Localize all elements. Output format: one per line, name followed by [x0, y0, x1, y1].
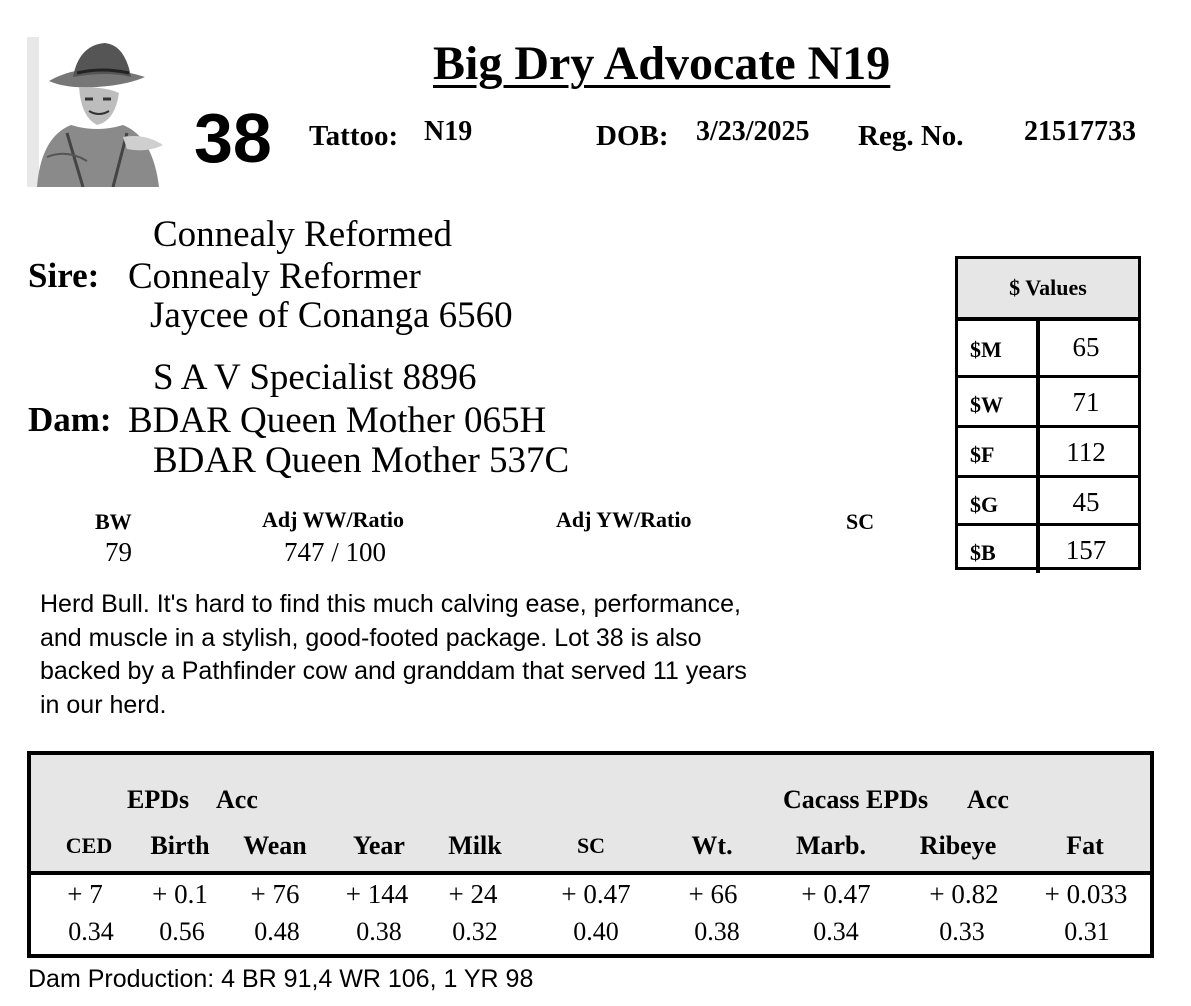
epd-col-header: Wt.	[691, 831, 733, 860]
epd-value: + 0.47	[561, 879, 631, 909]
dollar-value-label: $B	[970, 540, 996, 565]
dam-production: Dam Production: 4 BR 91,4 WR 106, 1 YR 98	[28, 965, 534, 993]
sire-label: Sire:	[28, 256, 100, 295]
epd-value: + 0.82	[929, 879, 999, 909]
sc-label: SC	[846, 509, 875, 534]
epd-accuracy: 0.33	[939, 917, 985, 946]
epd-accuracy: 0.38	[694, 917, 740, 946]
dollar-value-number: 157	[1065, 535, 1107, 565]
dollar-value-label: $G	[970, 492, 999, 517]
reg-no-value: 21517733	[1024, 116, 1136, 147]
epd-table	[27, 751, 1154, 958]
epd-col-header: Ribeye	[919, 831, 997, 860]
epd-col-header: Fat	[1066, 831, 1104, 860]
ww-label: Adj WW/Ratio	[262, 507, 404, 532]
epd-value: + 76	[250, 879, 300, 909]
tattoo-value: N19	[424, 116, 473, 147]
dam-label: Dam:	[28, 400, 112, 439]
epd-accuracy: 0.38	[356, 917, 402, 946]
dam-dam: BDAR Queen Mother 537C	[153, 440, 570, 481]
epd-accuracy: 0.40	[573, 917, 619, 946]
epd-col-header: Birth	[150, 831, 210, 860]
cowboy-logo-image	[27, 37, 172, 187]
dob-value: 3/23/2025	[696, 116, 810, 147]
lot-description: Herd Bull. It's hard to find this much calving ease, performance, and muscle in a stylish, good-footed package. Lot 38 is also backed by a Pathfinder cow and granddam that served 11 years in our herd.	[40, 590, 747, 719]
dollar-value-row	[958, 321, 1138, 371]
epd-accuracy: 0.34	[68, 917, 114, 946]
carcass-epd-group-label: Cacass EPDs	[783, 785, 929, 814]
bw-label: BW	[95, 509, 132, 534]
dollar-value-number: 112	[1066, 437, 1106, 467]
epd-col-header: CED	[65, 833, 113, 858]
epd-value: + 0.47	[801, 879, 871, 909]
dam-sire: S A V Specialist 8896	[153, 357, 477, 398]
epd-accuracy: 0.56	[159, 917, 205, 946]
sire-dam: Jaycee of Conanga 6560	[150, 295, 513, 336]
epd-accuracy: 0.32	[452, 917, 498, 946]
sire-name: Connealy Reformer	[128, 256, 421, 297]
epd-value: + 0.1	[152, 879, 208, 909]
dollar-value-number: 65	[1072, 332, 1100, 362]
animal-name-title: Big Dry Advocate N19	[433, 37, 891, 90]
epd-value: + 24	[448, 879, 498, 909]
epd-col-header: Year	[353, 831, 405, 860]
epd-acc-label: Acc	[216, 785, 258, 814]
dollar-value-row	[958, 376, 1138, 426]
dollar-value-label: $W	[970, 392, 1003, 417]
epd-col-header: SC	[576, 833, 606, 858]
epd-accuracy: 0.48	[254, 917, 300, 946]
lot-number: 38	[194, 99, 272, 177]
dam-name: BDAR Queen Mother 065H	[128, 400, 547, 441]
dollar-value-number: 45	[1072, 487, 1100, 517]
tattoo-label: Tattoo:	[309, 120, 399, 152]
dollar-value-label: $F	[970, 442, 995, 467]
yw-label: Adj YW/Ratio	[556, 507, 692, 532]
reg-no-label: Reg. No.	[858, 120, 964, 152]
dollar-value-row	[958, 426, 1138, 476]
carcass-acc-label: Acc	[967, 785, 1009, 814]
epd-value: + 66	[688, 879, 738, 909]
epd-accuracy: 0.34	[813, 917, 859, 946]
bw-value: 79	[105, 537, 132, 567]
dob-label: DOB:	[596, 120, 669, 152]
epd-value: + 7	[67, 879, 103, 909]
sire-sire: Connealy Reformed	[153, 214, 452, 255]
dollar-value-row	[958, 476, 1138, 526]
epd-value: + 144	[345, 879, 409, 909]
epd-accuracy: 0.31	[1064, 917, 1110, 946]
epd-col-header: Marb.	[795, 831, 867, 860]
epd-group-label: EPDs	[127, 785, 190, 814]
dollar-values-table	[955, 256, 1141, 570]
dollar-value-number: 71	[1072, 387, 1100, 417]
epd-col-header: Wean	[243, 831, 307, 860]
epd-col-header: Milk	[448, 831, 502, 860]
epd-value: + 0.033	[1044, 879, 1128, 909]
dollar-values-title: $ Values	[958, 259, 1138, 321]
ww-value: 747 / 100	[284, 537, 387, 567]
dollar-value-row	[958, 524, 1138, 574]
dollar-value-label: $M	[970, 337, 1002, 362]
